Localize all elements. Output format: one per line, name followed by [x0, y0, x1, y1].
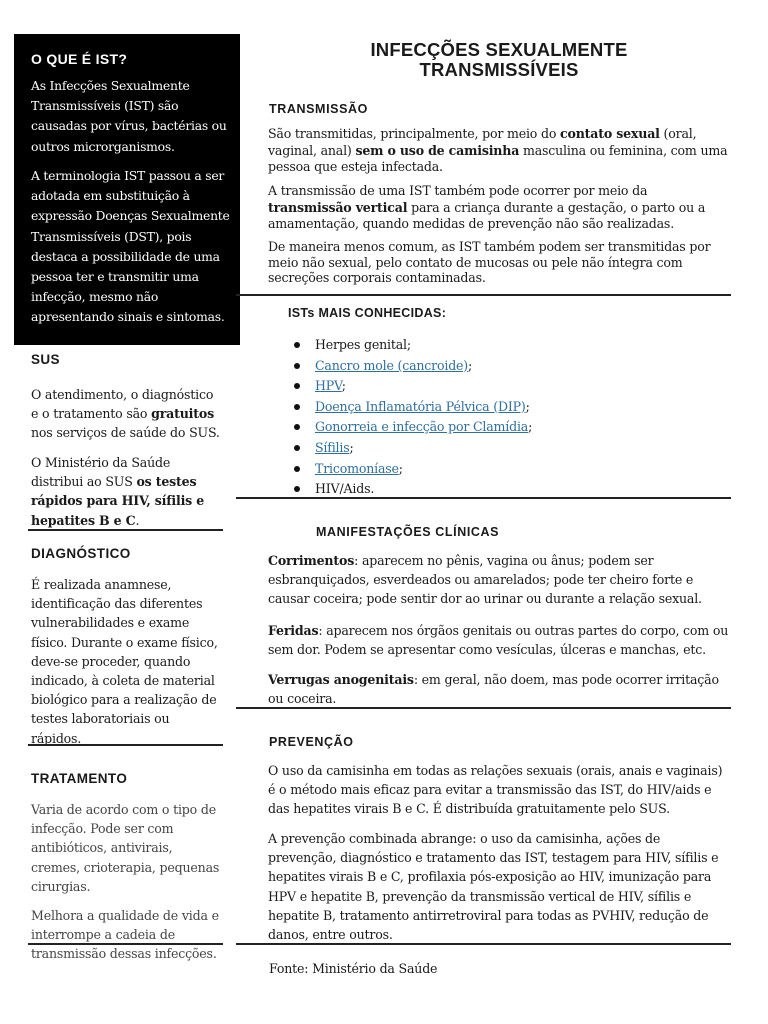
sus-paragraph-2: O Ministério da Saúde distribui ao SUS os testes rápidos para HIV, sífilis e hepatites B e C.: [31, 455, 205, 528]
ist-link-sifilis[interactable]: Sífilis: [315, 439, 350, 455]
list-item: Gonorreia e infecção por Clamídia;: [291, 417, 711, 438]
ists-heading: ISTs MAIS CONHECIDAS:: [288, 306, 447, 320]
list-item: Cancro mole (cancroide);: [291, 356, 711, 377]
transmissao-paragraph-2: A transmissão de uma IST também pode ocorrer por meio da transmissão vertical para a criança durante a gestação, o parto ou a amamentação, quando medidas de prevenção não são realizadas.: [268, 183, 706, 231]
transmissao-heading: TRANSMISSÃO: [269, 102, 368, 116]
tratamento-paragraph-2: Melhora a qualidade de vida e interrompe a cadeia de transmissão dessas infecções.: [31, 908, 219, 962]
prevencao-divider: [236, 943, 731, 945]
diagnostico-heading: DIAGNÓSTICO: [31, 546, 131, 561]
manifestacoes-verrugas: Verrugas anogenitais: em geral, não doem, mas pode ocorrer irritação ou coceira.: [268, 672, 719, 707]
ists-divider: [236, 497, 731, 499]
what-is-ist-heading: O QUE É IST?: [31, 51, 128, 67]
list-item: HIV/Aids.: [291, 479, 711, 500]
diagnostico-text: É realizada anamnese, identificação das diferentes vulnerabilidades e exame físico. Durante o exame físico, deve-se proceder, quando indicado, à coleta de material biológico para a realização de testes laboratoriais ou rápidos.: [31, 577, 218, 746]
ist-link-gonorreia[interactable]: Gonorreia e infecção por Clamídia: [315, 419, 529, 435]
tratamento-paragraph-1: Varia de acordo com o tipo de infecção. Pode ser com antibióticos, antivirais, cremes, crioterapia, pequenas cirurgias.: [31, 802, 220, 894]
ist-link-tricomoniase[interactable]: Tricomoníase: [315, 460, 399, 476]
list-item: Sífilis;: [291, 438, 711, 459]
page-title: INFECÇÕES SEXUALMENTE TRANSMISSÍVEIS: [370, 39, 628, 80]
sus-heading: SUS: [31, 352, 60, 367]
what-is-ist-paragraph-2: A terminologia IST passou a ser adotada em substituição à expressão Doenças Sexualmente Transmissíveis (DST), pois destaca a possibilidade de uma pessoa ter e transmitir uma infecção, mesmo não apresentando sinais e sintomas.: [31, 168, 230, 325]
list-item: Doença Inflamatória Pélvica (DIP);: [291, 397, 711, 418]
ists-list: [291, 335, 711, 500]
diagnostico-divider: [28, 744, 223, 746]
sus-paragraph-1: O atendimento, o diagnóstico e o tratamento são gratuitos nos serviços de saúde do SUS.: [31, 387, 220, 441]
prevencao-heading: PREVENÇÃO: [269, 735, 354, 749]
tratamento-heading: TRATAMENTO: [31, 771, 128, 786]
tratamento-divider: [28, 943, 223, 945]
transmissao-divider: [236, 294, 731, 296]
ist-link-dip[interactable]: Doença Inflamatória Pélvica (DIP): [315, 398, 526, 414]
manifestacoes-divider: [236, 707, 731, 709]
manifestacoes-feridas: Feridas: aparecem nos órgãos genitais ou outras partes do corpo, com ou sem dor. Podem se apresentar como vesículas, úlceras e manchas, etc.: [268, 623, 729, 658]
list-item: Tricomoníase;: [291, 459, 711, 480]
transmissao-paragraph-3: De maneira menos comum, as IST também podem ser transmitidas por meio não sexual, pelo contato de mucosas ou pele não íntegra com secreções corporais contaminadas.: [268, 239, 711, 285]
prevencao-paragraph-2: A prevenção combinada abrange: o uso da camisinha, ações de prevenção, diagnóstico e tratamento das IST, testagem para HIV, sífilis e hepatites virais B e C, profilaxia pós-exposição ao HIV, imunização para HPV e hepatite B, prevenção da transmissão vertical de HIV, sífilis e hepatite B, tratamento antirretroviral para todas as PVHIV, redução de danos, entre outros.: [268, 831, 719, 943]
what-is-ist-paragraph-1: As Infecções Sexualmente Transmissíveis (IST) são causadas por vírus, bactérias ou outros microrganismos.: [31, 78, 227, 154]
manifestacoes-heading: MANIFESTAÇÕES CLÍNICAS: [316, 525, 500, 539]
ist-link-hpv[interactable]: HPV: [315, 378, 342, 394]
sus-divider: [28, 529, 223, 531]
manifestacoes-corrimentos: Corrimentos: aparecem no pênis, vagina ou ânus; podem ser esbranquiçados, esverdeados ou amarelados; pode ter cheiro forte e causar coceira; pode sentir dor ao urinar ou durante a relação sexual.: [268, 553, 702, 607]
prevencao-paragraph-1: O uso da camisinha em todas as relações sexuais (orais, anais e vaginais) é o método mais eficaz para evitar a transmissão das IST, do HIV/aids e das hepatites virais B e C. É distribuída gratuitamente pelo SUS.: [268, 763, 723, 817]
list-item: Herpes genital;: [291, 335, 711, 356]
ist-link-cancro-mole[interactable]: Cancro mole (cancroide): [315, 357, 469, 373]
transmissao-paragraph-1: São transmitidas, principalmente, por meio do contato sexual (oral, vaginal, anal) sem o uso de camisinha masculina ou feminina, com uma pessoa que esteja infectada.: [268, 126, 728, 174]
what-is-ist-box: [14, 34, 240, 345]
list-item: HPV;: [291, 376, 711, 397]
source-note: Fonte: Ministério da Saúde: [269, 961, 438, 976]
